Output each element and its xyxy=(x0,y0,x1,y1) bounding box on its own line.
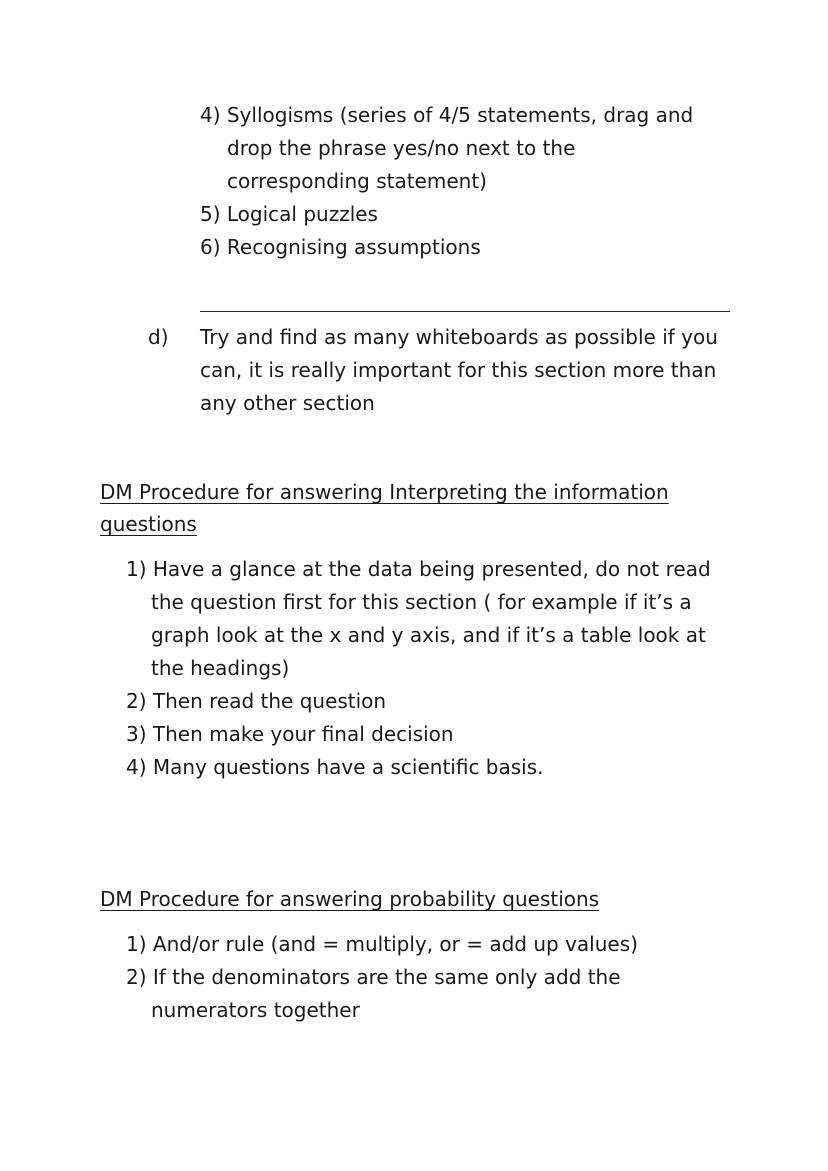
section-heading-interpreting: DM Procedure for answering Interpreting the information xyxy=(100,480,669,504)
list-item-syllogisms-cont: drop the phrase yes/no next to the xyxy=(227,136,576,160)
interpreting-step-1-cont: the question first for this section ( for example if it’s a xyxy=(151,590,692,614)
section-heading-interpreting-cont: questions xyxy=(100,512,197,536)
list-item-syllogisms: 4) Syllogisms (series of 4/5 statements, drag and xyxy=(200,103,694,127)
point-d-label: d) xyxy=(148,325,169,349)
interpreting-step-3: 3) Then make your final decision xyxy=(126,722,454,746)
point-d-text: Try and find as many whiteboards as possible if you xyxy=(200,325,718,349)
section-heading-probability: DM Procedure for answering probability questions xyxy=(100,887,600,911)
probability-step-2: 2) If the denominators are the same only add the xyxy=(126,965,621,989)
interpreting-step-2: 2) Then read the question xyxy=(126,689,387,713)
interpreting-step-1-cont: the headings) xyxy=(151,656,290,680)
list-item-syllogisms-cont: corresponding statement) xyxy=(227,169,487,193)
interpreting-step-1: 1) Have a glance at the data being presented, do not read xyxy=(126,557,711,581)
list-item-recognising-assumptions: 6) Recognising assumptions xyxy=(200,235,481,259)
point-d-text-cont: any other section xyxy=(200,391,375,415)
interpreting-step-1-cont: graph look at the x and y axis, and if it’s a table look at xyxy=(151,623,706,647)
probability-step-2-cont: numerators together xyxy=(151,998,360,1022)
probability-step-1: 1) And/or rule (and = multiply, or = add up values) xyxy=(126,932,638,956)
horizontal-divider xyxy=(200,311,730,312)
point-d-text-cont: can, it is really important for this section more than xyxy=(200,358,717,382)
interpreting-step-4: 4) Many questions have a scientific basis. xyxy=(126,755,544,779)
list-item-logical-puzzles: 5) Logical puzzles xyxy=(200,202,378,226)
